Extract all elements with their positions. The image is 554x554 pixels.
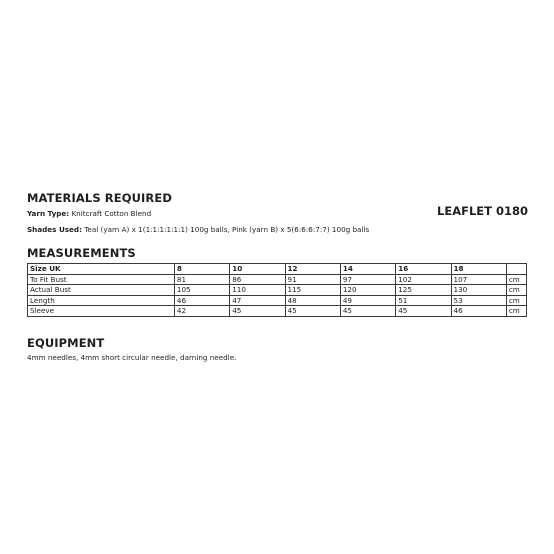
shades-label: Shades Used: (27, 225, 82, 234)
table-cell: 115 (285, 285, 340, 296)
table-cell: cm (506, 274, 526, 285)
table-cell: 45 (285, 306, 340, 317)
table-cell: Actual Bust (28, 285, 175, 296)
shades-line (27, 225, 369, 234)
table-header-cell (506, 264, 526, 275)
equipment-text: 4mm needles, 4mm short circular needle, darning needle. (27, 353, 237, 362)
table-cell: cm (506, 306, 526, 317)
table-cell: 53 (451, 295, 506, 306)
table-cell: cm (506, 285, 526, 296)
shades-value: Teal (yarn A) x 1(1:1:1:1:1:1) 100g balls, Pink (yarn B) x 5(6:6:6:7:7) 100g balls (81, 225, 370, 234)
table-cell: 45 (340, 306, 395, 317)
yarn-type-value: Knitcraft Cotton Blend (69, 209, 152, 218)
table-row (28, 285, 527, 296)
table-cell: 45 (396, 306, 451, 317)
table-cell: 107 (451, 274, 506, 285)
table-header-cell: 8 (174, 264, 229, 275)
table-row (28, 274, 527, 285)
table-header-cell: 12 (285, 264, 340, 275)
table-cell: 45 (230, 306, 285, 317)
table-cell: 86 (230, 274, 285, 285)
table-cell: 46 (174, 295, 229, 306)
equipment-heading: EQUIPMENT (27, 336, 105, 350)
materials-heading: MATERIALS REQUIRED (27, 191, 172, 205)
table-cell: To Fit Bust (28, 274, 175, 285)
table-cell: 110 (230, 285, 285, 296)
table-cell: 102 (396, 274, 451, 285)
table-header-cell: 18 (451, 264, 506, 275)
yarn-type-line (27, 209, 151, 218)
table-header-cell: 16 (396, 264, 451, 275)
table-header-row (28, 264, 527, 275)
table-header-cell: 14 (340, 264, 395, 275)
table-row (28, 306, 527, 317)
measurements-heading: MEASUREMENTS (27, 246, 136, 260)
yarn-type-label: Yarn Type: (27, 209, 70, 218)
table-cell: 48 (285, 295, 340, 306)
table-row (28, 295, 527, 306)
table-cell: 130 (451, 285, 506, 296)
table-cell: 105 (174, 285, 229, 296)
table-cell: 46 (451, 306, 506, 317)
table-cell: 81 (174, 274, 229, 285)
table-cell: 120 (340, 285, 395, 296)
leaflet-number: LEAFLET 0180 (437, 204, 528, 218)
table-cell: 97 (340, 274, 395, 285)
table-cell: Length (28, 295, 175, 306)
table-cell: 51 (396, 295, 451, 306)
table-cell: 125 (396, 285, 451, 296)
table-header-cell: Size UK (28, 264, 175, 275)
table-cell: 42 (174, 306, 229, 317)
table-cell: cm (506, 295, 526, 306)
measurements-table (27, 263, 527, 317)
table-cell: 49 (340, 295, 395, 306)
table-header-cell: 10 (230, 264, 285, 275)
table-cell: 91 (285, 274, 340, 285)
table-cell: Sleeve (28, 306, 175, 317)
table-cell: 47 (230, 295, 285, 306)
